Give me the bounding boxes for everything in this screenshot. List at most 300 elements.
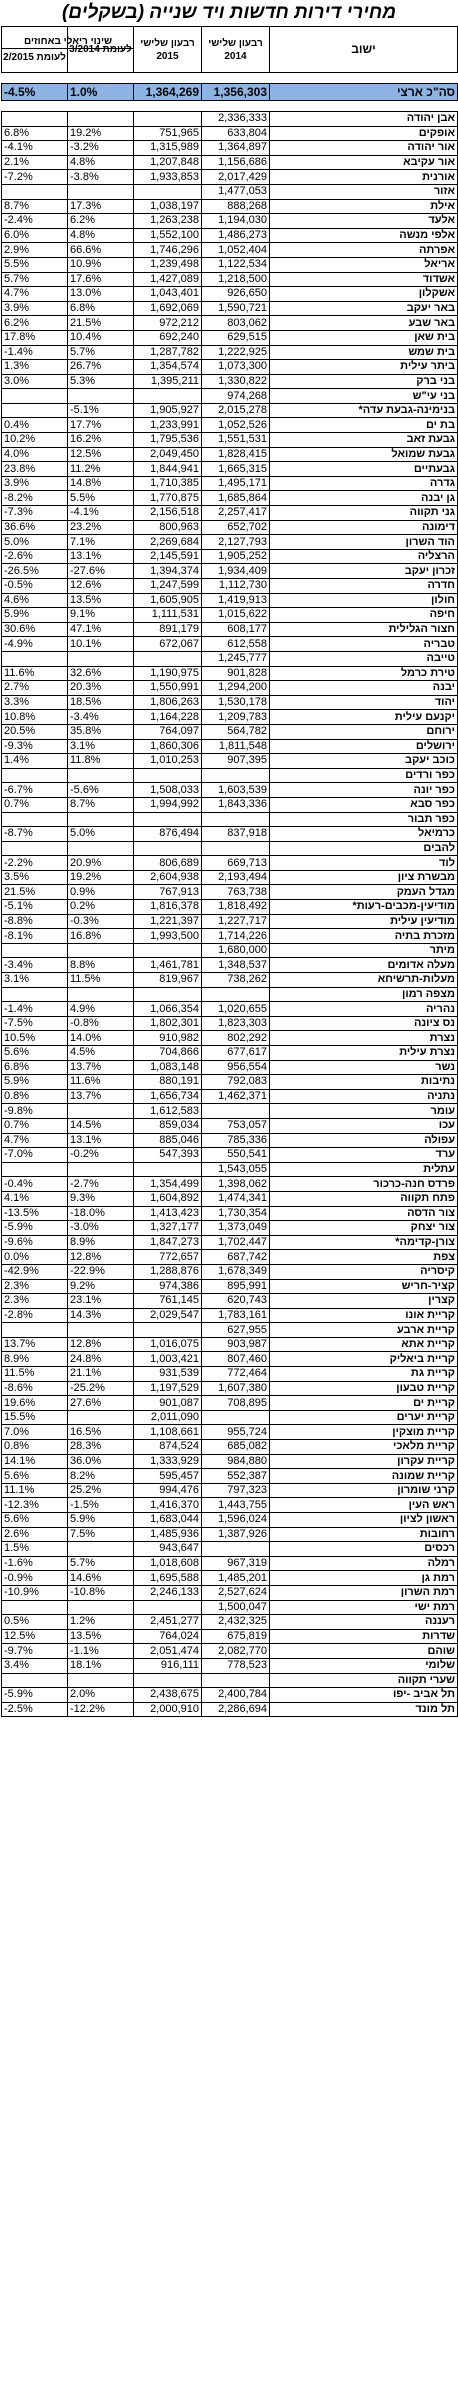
price-2015: 1,038,197: [134, 199, 202, 214]
table-row: [2, 374, 458, 389]
city-name: נתיבות: [270, 1075, 458, 1090]
table-row: [2, 579, 458, 594]
city-name: אשקלון: [270, 287, 458, 302]
price-2015: [134, 651, 202, 666]
city-name: בית שאן: [270, 330, 458, 345]
price-2014: 1,714,226: [202, 929, 270, 944]
change-2015: -2.4%: [2, 214, 68, 229]
change-2014: [68, 1600, 134, 1615]
table-row: [2, 112, 458, 127]
price-2015: 1,016,075: [134, 1337, 202, 1352]
price-2015: 1,327,177: [134, 1221, 202, 1236]
change-2015: 15.5%: [2, 1410, 68, 1425]
table-row: [2, 739, 458, 754]
price-2015: [134, 841, 202, 856]
change-2014: 20.3%: [68, 681, 134, 696]
price-2014: 1,015,622: [202, 608, 270, 623]
city-name: אזור: [270, 184, 458, 199]
change-2014: 5.3%: [68, 374, 134, 389]
price-2014: [202, 987, 270, 1002]
price-2014: 738,262: [202, 973, 270, 988]
change-2014: 5.7%: [68, 345, 134, 360]
city-name: אבן יהודה: [270, 112, 458, 127]
national-price-2015: 1,364,269: [134, 84, 202, 101]
price-2014: 753,057: [202, 1118, 270, 1133]
change-2015: 4.6%: [2, 593, 68, 608]
change-2015: 20.5%: [2, 724, 68, 739]
table-row: [2, 987, 458, 1002]
change-2014: 9.2%: [68, 1279, 134, 1294]
table-row: [2, 1571, 458, 1586]
table-row: [2, 301, 458, 316]
price-2014: 1,122,534: [202, 257, 270, 272]
change-2014: 6.8%: [68, 301, 134, 316]
city-name: גבעת שמואל: [270, 447, 458, 462]
change-2014: 3.1%: [68, 739, 134, 754]
table-row: [2, 199, 458, 214]
table-row: [2, 228, 458, 243]
city-name: קיסריה: [270, 1264, 458, 1279]
change-2015: [2, 1323, 68, 1338]
price-2015: 1,354,574: [134, 360, 202, 375]
city-name: קריית מלאכי: [270, 1440, 458, 1455]
price-2014: 620,743: [202, 1294, 270, 1309]
table-row: [2, 1075, 458, 1090]
change-2014: 66.6%: [68, 243, 134, 258]
price-2014: 2,527,624: [202, 1585, 270, 1600]
price-2015: 1,612,583: [134, 1104, 202, 1119]
price-2015: 800,963: [134, 520, 202, 535]
price-2014: 907,395: [202, 754, 270, 769]
city-name: שלומי: [270, 1658, 458, 1673]
price-2015: 595,457: [134, 1469, 202, 1484]
change-2015: -12.3%: [2, 1498, 68, 1513]
change-2015: 6.0%: [2, 228, 68, 243]
table-row: [2, 900, 458, 915]
city-name: אשדוד: [270, 272, 458, 287]
table-row: [2, 1337, 458, 1352]
table-row: [2, 1191, 458, 1206]
change-2015: 0.7%: [2, 797, 68, 812]
change-2014: 14.5%: [68, 1118, 134, 1133]
price-2015: 1,233,991: [134, 418, 202, 433]
table-row: [2, 827, 458, 842]
price-2015: 806,689: [134, 856, 202, 871]
change-2015: [2, 1600, 68, 1615]
change-2015: -8.2%: [2, 491, 68, 506]
price-2015: 2,451,277: [134, 1615, 202, 1630]
city-name: גבעת זאב: [270, 433, 458, 448]
city-name: ראשון לציון: [270, 1513, 458, 1528]
price-2015: 1,066,354: [134, 1002, 202, 1017]
change-2015: -6.7%: [2, 783, 68, 798]
change-2014: 4.8%: [68, 228, 134, 243]
price-2014: 687,742: [202, 1250, 270, 1265]
change-2015: 10.5%: [2, 1031, 68, 1046]
price-2014: 1,222,925: [202, 345, 270, 360]
header-vs-2014: לעומת 3/2014: [68, 27, 134, 73]
price-2014: 1,419,913: [202, 593, 270, 608]
city-name: אופקים: [270, 126, 458, 141]
city-name: באר יעקב: [270, 301, 458, 316]
table-row: [2, 1498, 458, 1513]
city-name: כרמיאל: [270, 827, 458, 842]
change-2014: 4.5%: [68, 1046, 134, 1061]
price-2014: [202, 812, 270, 827]
change-2015: 8.9%: [2, 1352, 68, 1367]
change-2014: -0.3%: [68, 914, 134, 929]
change-2014: 36.0%: [68, 1454, 134, 1469]
change-2014: 8.8%: [68, 958, 134, 973]
price-2015: 1,816,378: [134, 900, 202, 915]
price-2014: 1,474,341: [202, 1191, 270, 1206]
price-2014: 1,495,171: [202, 476, 270, 491]
city-name: שדרות: [270, 1629, 458, 1644]
change-2015: 23.8%: [2, 462, 68, 477]
city-name: מעלה אדומים: [270, 958, 458, 973]
change-2014: 9.1%: [68, 608, 134, 623]
city-name: גבעתיים: [270, 462, 458, 477]
table-row: [2, 1644, 458, 1659]
price-2015: 1,710,385: [134, 476, 202, 491]
change-2015: 4.7%: [2, 1133, 68, 1148]
change-2015: 6.2%: [2, 316, 68, 331]
table-row: [2, 1600, 458, 1615]
table-row: [2, 1658, 458, 1673]
table-row: [2, 447, 458, 462]
city-name: קריית עקרון: [270, 1454, 458, 1469]
change-2014: 8.7%: [68, 797, 134, 812]
table-row: [2, 666, 458, 681]
table-row: [2, 403, 458, 418]
price-2014: 1,665,315: [202, 462, 270, 477]
national-row: [2, 84, 458, 101]
price-2015: 880,191: [134, 1075, 202, 1090]
table-row: [2, 958, 458, 973]
price-2014: 1,330,822: [202, 374, 270, 389]
price-2014: 627,955: [202, 1323, 270, 1338]
change-2015: [2, 768, 68, 783]
price-2015: 1,395,211: [134, 374, 202, 389]
price-2015: 1,508,033: [134, 783, 202, 798]
change-2014: 23.1%: [68, 1294, 134, 1309]
change-2015: 13.7%: [2, 1337, 68, 1352]
city-name: באר שבע: [270, 316, 458, 331]
table-row: [2, 462, 458, 477]
price-2014: 763,738: [202, 885, 270, 900]
change-2014: [68, 1162, 134, 1177]
city-name: בת ים: [270, 418, 458, 433]
change-2014: [68, 1323, 134, 1338]
price-2015: 2,246,133: [134, 1585, 202, 1600]
price-2015: [134, 1323, 202, 1338]
table-row: [2, 1002, 458, 1017]
change-2014: 2.0%: [68, 1688, 134, 1703]
table-row: [2, 1396, 458, 1411]
change-2014: [68, 1542, 134, 1557]
table-row: [2, 1323, 458, 1338]
change-2015: -3.4%: [2, 958, 68, 973]
change-2014: 14.0%: [68, 1031, 134, 1046]
price-2014: 785,336: [202, 1133, 270, 1148]
city-name: אפרתה: [270, 243, 458, 258]
price-2015: [134, 1600, 202, 1615]
change-2014: 17.6%: [68, 272, 134, 287]
change-2015: 4.0%: [2, 447, 68, 462]
price-2014: 1,112,730: [202, 579, 270, 594]
price-2014: 612,558: [202, 637, 270, 652]
change-2015: [2, 987, 68, 1002]
change-2014: 1.2%: [68, 1615, 134, 1630]
change-2015: 11.6%: [2, 666, 68, 681]
city-name: קריית יערים: [270, 1410, 458, 1425]
change-2014: -27.6%: [68, 564, 134, 579]
change-2015: -0.5%: [2, 579, 68, 594]
change-2014: 14.6%: [68, 1571, 134, 1586]
table-row: [2, 929, 458, 944]
price-2015: 1,197,529: [134, 1381, 202, 1396]
price-2015: 1,461,781: [134, 958, 202, 973]
price-2014: 2,432,325: [202, 1615, 270, 1630]
change-2015: -5.9%: [2, 1688, 68, 1703]
price-2015: [134, 184, 202, 199]
change-2014: 16.5%: [68, 1425, 134, 1440]
change-2015: 2.7%: [2, 681, 68, 696]
change-2015: [2, 841, 68, 856]
city-name: טבריה: [270, 637, 458, 652]
change-2014: 10.4%: [68, 330, 134, 345]
city-name: חולון: [270, 593, 458, 608]
price-2014: 926,650: [202, 287, 270, 302]
price-2015: 891,179: [134, 622, 202, 637]
change-2014: 13.7%: [68, 1060, 134, 1075]
change-2014: -25.2%: [68, 1381, 134, 1396]
city-name: יהוד: [270, 695, 458, 710]
city-name: רמת ישי: [270, 1600, 458, 1615]
table-row: [2, 797, 458, 812]
table-row: [2, 724, 458, 739]
price-2014: 677,617: [202, 1046, 270, 1061]
header-change-group: שינוי ריאלי באחוזים: [2, 35, 134, 49]
table-row: [2, 914, 458, 929]
change-2014: 21.1%: [68, 1367, 134, 1382]
change-2014: -3.4%: [68, 710, 134, 725]
change-2014: [68, 651, 134, 666]
change-2015: 4.1%: [2, 1191, 68, 1206]
change-2015: 3.1%: [2, 973, 68, 988]
city-name: להבים: [270, 841, 458, 856]
change-2014: 0.2%: [68, 900, 134, 915]
table-row: [2, 681, 458, 696]
change-2015: 5.0%: [2, 535, 68, 550]
change-2014: -0.2%: [68, 1148, 134, 1163]
change-2014: 5.5%: [68, 491, 134, 506]
price-2014: 807,460: [202, 1352, 270, 1367]
change-2015: -7.2%: [2, 170, 68, 185]
city-name: ירוחם: [270, 724, 458, 739]
national-change-2014: 1.0%: [68, 84, 134, 101]
price-2015: [134, 768, 202, 783]
change-2015: 0.5%: [2, 1615, 68, 1630]
price-2015: [134, 112, 202, 127]
spacer-row: [2, 73, 458, 84]
change-2014: 11.5%: [68, 973, 134, 988]
change-2014: 26.7%: [68, 360, 134, 375]
change-2014: [68, 943, 134, 958]
change-2015: 2.9%: [2, 243, 68, 258]
price-2015: 2,269,684: [134, 535, 202, 550]
city-name: בנימינה-גבעת עדה*: [270, 403, 458, 418]
price-2015: [134, 1673, 202, 1688]
price-2014: 1,462,371: [202, 1089, 270, 1104]
price-2014: 895,991: [202, 1279, 270, 1294]
price-2015: 2,145,591: [134, 549, 202, 564]
price-2014: 2,286,694: [202, 1702, 270, 1717]
change-2015: [2, 943, 68, 958]
change-2014: [68, 841, 134, 856]
change-2014: 8.9%: [68, 1235, 134, 1250]
change-2014: -4.1%: [68, 506, 134, 521]
price-2015: 1,770,875: [134, 491, 202, 506]
price-2014: 652,702: [202, 520, 270, 535]
change-2015: -1.4%: [2, 1002, 68, 1017]
change-2015: -0.4%: [2, 1177, 68, 1192]
change-2014: -1.1%: [68, 1644, 134, 1659]
change-2014: 14.3%: [68, 1308, 134, 1323]
change-2015: 11.1%: [2, 1483, 68, 1498]
city-name: לוד: [270, 856, 458, 871]
change-2014: -3.0%: [68, 1221, 134, 1236]
city-name: מודיעין עילית: [270, 914, 458, 929]
price-2014: 633,804: [202, 126, 270, 141]
city-name: קרני שומרון: [270, 1483, 458, 1498]
price-2015: 1,427,089: [134, 272, 202, 287]
national-change-2015: -4.5%: [2, 84, 68, 101]
price-2014: 552,387: [202, 1469, 270, 1484]
change-2014: 7.1%: [68, 535, 134, 550]
table-row: [2, 1527, 458, 1542]
price-2015: 1,003,421: [134, 1352, 202, 1367]
price-table: [1, 26, 458, 1717]
city-name: נהריה: [270, 1002, 458, 1017]
price-2015: [134, 389, 202, 404]
price-2015: 1,315,989: [134, 141, 202, 156]
change-2015: -26.5%: [2, 564, 68, 579]
price-2015: 1,844,941: [134, 462, 202, 477]
change-2015: 5.5%: [2, 257, 68, 272]
price-2014: 1,052,404: [202, 243, 270, 258]
price-2015: 1,933,853: [134, 170, 202, 185]
price-2015: 910,982: [134, 1031, 202, 1046]
price-2015: 1,994,992: [134, 797, 202, 812]
price-2014: 1,156,686: [202, 155, 270, 170]
price-2015: 1,239,498: [134, 257, 202, 272]
city-name: זכרון יעקב: [270, 564, 458, 579]
change-2015: -5.9%: [2, 1221, 68, 1236]
price-2014: [202, 1104, 270, 1119]
change-2015: 0.0%: [2, 1250, 68, 1265]
price-2014: 1,607,380: [202, 1381, 270, 1396]
price-2014: 1,551,531: [202, 433, 270, 448]
change-2015: -2.8%: [2, 1308, 68, 1323]
table-row: [2, 170, 458, 185]
price-2014: 1,603,539: [202, 783, 270, 798]
change-2014: 19.2%: [68, 870, 134, 885]
table-row: [2, 1118, 458, 1133]
price-2014: 1,905,252: [202, 549, 270, 564]
price-2015: 1,263,238: [134, 214, 202, 229]
change-2014: 5.7%: [68, 1556, 134, 1571]
change-2015: 5.9%: [2, 608, 68, 623]
price-2014: 629,515: [202, 330, 270, 345]
change-2015: -9.6%: [2, 1235, 68, 1250]
price-2015: 1,221,397: [134, 914, 202, 929]
city-name: קריית טבעון: [270, 1381, 458, 1396]
price-2014: 1,500,047: [202, 1600, 270, 1615]
city-name: הוד השרון: [270, 535, 458, 550]
table-row: [2, 1556, 458, 1571]
change-2015: 2.1%: [2, 155, 68, 170]
price-2015: 1,207,848: [134, 155, 202, 170]
price-2015: 876,494: [134, 827, 202, 842]
price-2014: [202, 1410, 270, 1425]
table-row: [2, 695, 458, 710]
spacer-row: [2, 101, 458, 112]
change-2015: [2, 1162, 68, 1177]
price-2015: 1,413,423: [134, 1206, 202, 1221]
city-name: קריית גת: [270, 1367, 458, 1382]
price-2014: 803,062: [202, 316, 270, 331]
change-2015: 1.3%: [2, 360, 68, 375]
table-row: [2, 1264, 458, 1279]
change-2014: 9.3%: [68, 1191, 134, 1206]
table-row: [2, 389, 458, 404]
city-name: קריית ים: [270, 1396, 458, 1411]
price-2014: 1,811,548: [202, 739, 270, 754]
change-2015: -8.8%: [2, 914, 68, 929]
change-2014: 17.7%: [68, 418, 134, 433]
price-2014: 1,730,354: [202, 1206, 270, 1221]
city-name: חיפה: [270, 608, 458, 623]
table-row: [2, 287, 458, 302]
price-2015: 819,967: [134, 973, 202, 988]
city-name: חדרה: [270, 579, 458, 594]
city-name: רמת גן: [270, 1571, 458, 1586]
city-name: שערי תקווה: [270, 1673, 458, 1688]
change-2014: 12.8%: [68, 1337, 134, 1352]
price-2014: 1,818,492: [202, 900, 270, 915]
price-2014: 1,486,273: [202, 228, 270, 243]
price-2014: 1,678,349: [202, 1264, 270, 1279]
price-2015: 1,018,608: [134, 1556, 202, 1571]
city-name: צור יצחק: [270, 1221, 458, 1236]
price-2014: [202, 1542, 270, 1557]
change-2015: -7.0%: [2, 1148, 68, 1163]
price-2014: 792,083: [202, 1075, 270, 1090]
price-2014: 1,443,755: [202, 1498, 270, 1513]
header-row: [2, 27, 458, 73]
price-2015: 2,000,910: [134, 1702, 202, 1717]
price-2015: 1,010,253: [134, 754, 202, 769]
change-2014: 17.3%: [68, 199, 134, 214]
change-2015: -8.6%: [2, 1381, 68, 1396]
table-row: [2, 214, 458, 229]
change-2014: 12.5%: [68, 447, 134, 462]
table-row: [2, 491, 458, 506]
city-name: יבנה: [270, 681, 458, 696]
change-2015: -4.9%: [2, 637, 68, 652]
table-row: [2, 1162, 458, 1177]
